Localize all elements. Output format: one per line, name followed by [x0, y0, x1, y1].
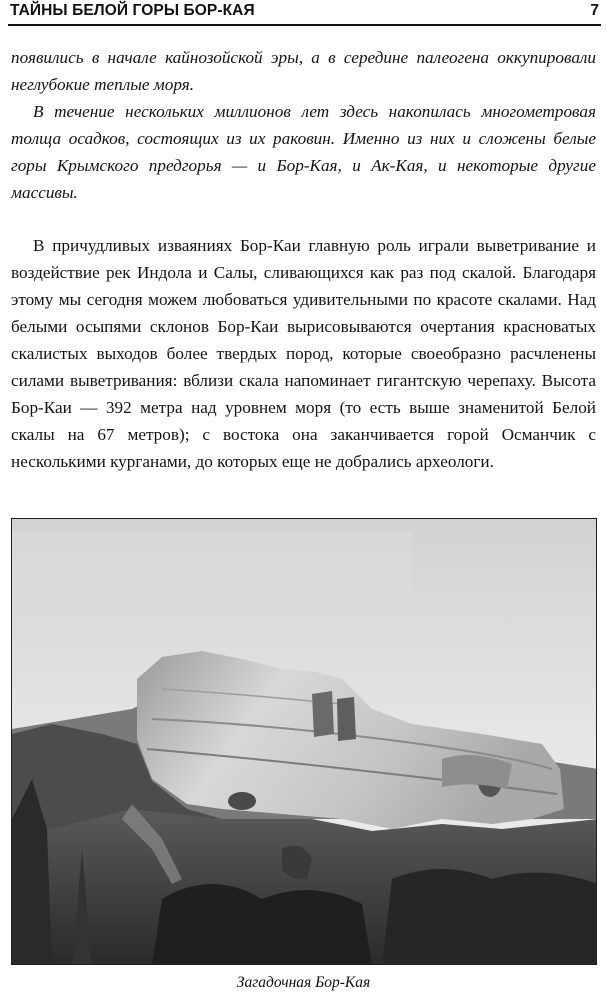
photo-figure [11, 518, 597, 965]
italic-text-block [11, 44, 596, 206]
page-number: 7 [590, 2, 599, 19]
italic-paragraph-2: В течение нескольких миллионов лет здесь накопилась многометровая толща осадков, состоящих из их раковин. Именно из них и сложены белые горы Крымского предгорья — и Бор-Кая, и Ак-Кая, и некоторые другие массивы. [11, 102, 596, 202]
header-rule [8, 24, 601, 26]
page-header [0, 0, 607, 26]
main-text-block [11, 232, 596, 475]
running-title: ТАЙНЫ БЕЛОЙ ГОРЫ БОР-КАЯ [10, 2, 255, 19]
main-paragraph: В причудливых изваяниях Бор-Каи главную роль играли выветривание и воздействие рек Индола и Салы, сливающихся как раз под скалой. Благодаря этому мы сегодня можем любоваться удивительными по красоте скалами. Над белыми осыпями склонов Бор-Каи вырисовываются очертания красноватых скалистых выходов более твердых пород, которые своеобразно расчленены силами выветривания: вблизи скала напоминает гигантскую черепаху. Высота Бор-Каи — 392 метра над уровнем моря (то есть выше знаменитой Белой скалы на 67 метров); с востока она заканчивается горой Османчик с несколькими курганами, до которых еще не добрались археологи. [11, 236, 596, 471]
italic-paragraph-1: появились в начале кайнозойской эры, а в середине палеогена оккупировали неглубокие теплые моря. [11, 48, 596, 94]
rock-photo [12, 519, 597, 965]
figure-caption: Загадочная Бор-Кая [236, 974, 371, 991]
